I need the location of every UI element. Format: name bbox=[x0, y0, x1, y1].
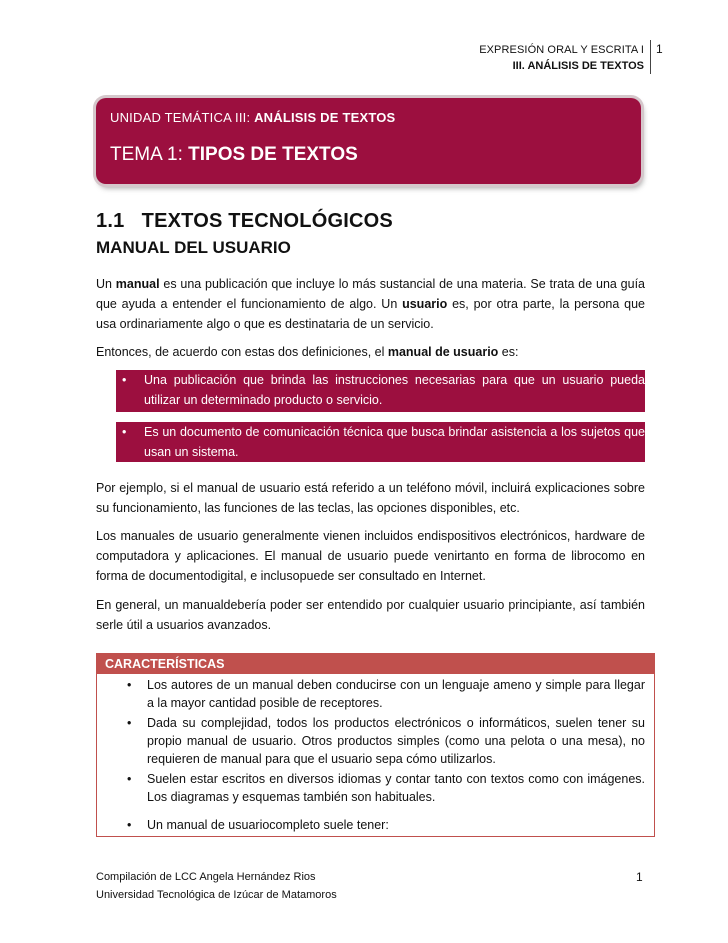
definition-text: Una publicación que brinda las instrucciones necesarias para que un usuario pueda utilizar un determinado producto o servicio. bbox=[144, 373, 645, 407]
bullet-icon: • bbox=[122, 373, 127, 387]
text-run: es, por otra parte, la persona que usa ordinariamente algo o que es destinataria de un servicio. bbox=[96, 297, 645, 331]
paragraph-devices: Los manuales de usuario generalmente vienen incluidos endispositivos electrónicos, hardware de computadora y aplicaciones. El manual de usuario puede venirtanto en forma de librocomo en forma de documentodigital, e inclusopuede ser consultado en Internet. bbox=[96, 529, 645, 583]
list-item bbox=[125, 770, 645, 806]
bullet-icon: • bbox=[127, 772, 132, 786]
subsection-heading: MANUAL DEL USUARIO bbox=[96, 238, 291, 257]
course-title: EXPRESIÓN ORAL Y ESCRITA I bbox=[479, 44, 644, 56]
definition-item bbox=[116, 422, 645, 462]
paragraph-audience: En general, un manualdebería poder ser entendido por cualquier usuario principiante, así también serle útil a usuarios avanzados. bbox=[96, 598, 645, 632]
running-header bbox=[479, 42, 644, 74]
list-item-text: Un manual de usuariocompleto suele tener: bbox=[147, 818, 389, 832]
text-run: Entonces, de acuerdo con estas dos definiciones, el bbox=[96, 345, 388, 359]
bullet-icon: • bbox=[127, 818, 132, 832]
definition-item bbox=[116, 370, 645, 412]
paragraph-intro bbox=[96, 342, 645, 362]
header-divider bbox=[650, 40, 651, 74]
paragraph-definition bbox=[96, 274, 645, 334]
bullet-icon: • bbox=[127, 678, 132, 692]
list-item-text: Los autores de un manual deben conducirse con un lenguaje ameno y simple para llegar a la mayor cantidad posible de receptores. bbox=[147, 678, 645, 710]
paragraph-example: Por ejemplo, si el manual de usuario está referido a un teléfono móvil, incluirá explicaciones sobre su funcionamiento, las funciones de las teclas, las opciones disponibles, etc. bbox=[96, 481, 645, 515]
characteristics-box bbox=[96, 653, 655, 837]
list-item bbox=[125, 714, 645, 768]
term-manual-de-usuario: manual de usuario bbox=[387, 345, 499, 359]
unit-banner bbox=[96, 98, 641, 184]
text-run: Un bbox=[96, 277, 116, 291]
list-item-text: Suelen estar escritos en diversos idiomas y contar tanto con textos como con imágenes. Los diagramas y esquemas también son habituales. bbox=[147, 772, 645, 804]
footer-author: Compilación de LCC Angela Hernández Rios bbox=[96, 871, 316, 883]
footer-institution: Universidad Tecnológica de Izúcar de Matamoros bbox=[96, 889, 337, 901]
header-page-number: 1 bbox=[656, 42, 663, 56]
footer-page-number: 1 bbox=[636, 870, 643, 884]
section-heading: 1.1 TEXTOS TECNOLÓGICOS bbox=[96, 210, 393, 232]
section-title: III. ANÁLISIS DE TEXTOS bbox=[512, 60, 644, 72]
list-item-text: Dada su complejidad, todos los productos electrónicos o informáticos, suelen tener su propio manual de usuario. Otros productos simples (como una pelota o una mesa), no requieren de manual para que el usuario sepa cómo utilizarlos. bbox=[147, 716, 645, 766]
topic-line bbox=[110, 144, 358, 166]
unit-prefix: UNIDAD TEMÁTICA III: bbox=[110, 110, 255, 125]
list-item bbox=[125, 816, 645, 834]
characteristics-list bbox=[125, 676, 645, 836]
bullet-icon: • bbox=[122, 425, 127, 439]
definitions-list bbox=[108, 370, 645, 462]
term-usuario: usuario bbox=[402, 297, 448, 311]
page-footer bbox=[96, 868, 337, 904]
unit-title: ANÁLISIS DE TEXTOS bbox=[254, 110, 396, 125]
topic-title: TIPOS DE TEXTOS bbox=[188, 144, 358, 165]
characteristics-title: CARACTERÍSTICAS bbox=[97, 654, 654, 674]
topic-prefix: TEMA 1: bbox=[110, 144, 189, 165]
text-run: es una publicación que incluye lo más sustancial de una materia. Se trata de una guía que ayuda a entender el funcionamiento de algo. Un bbox=[96, 277, 646, 311]
text-run: es: bbox=[498, 345, 519, 359]
list-item bbox=[125, 676, 645, 712]
bullet-icon: • bbox=[127, 716, 132, 730]
unit-line bbox=[110, 110, 395, 125]
definition-text: Es un documento de comunicación técnica que busca brindar asistencia a los sujetos que usan un sistema. bbox=[144, 425, 645, 459]
term-manual: manual bbox=[115, 277, 160, 291]
